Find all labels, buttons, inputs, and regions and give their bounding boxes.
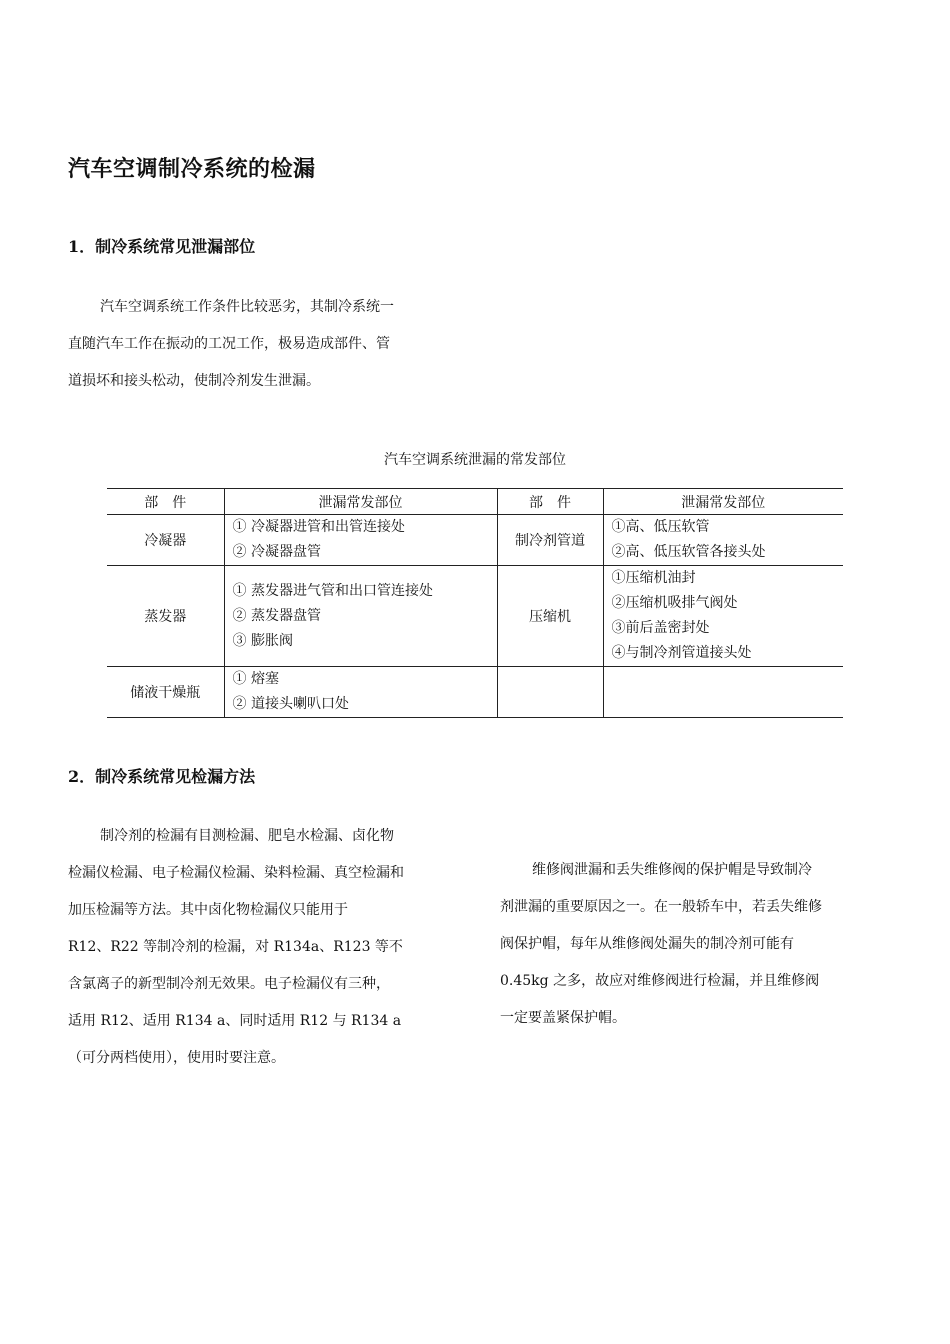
paragraph-line: 直随汽车工作在振动的工况工作，极易造成部件、管 — [68, 336, 390, 352]
leak-spot: ② 冷凝器盘管 — [232, 544, 321, 560]
part-cell: 蒸发器 — [107, 566, 224, 667]
column-header-leak-spots: 泄漏常发部位 — [603, 489, 843, 515]
paragraph-line: 阀保护帽，每年从维修阀处漏失的制冷剂可能有 — [500, 936, 794, 952]
column-header-part: 部 件 — [497, 489, 603, 515]
leak-spot: ① 冷凝器进管和出管连接处 — [232, 519, 405, 535]
leak-spot: ③前后盖密封处 — [611, 620, 710, 636]
paragraph-line: 含氯离子的新型制冷剂无效果。电子检漏仪有三种， — [68, 976, 390, 992]
part-cell: 储液干燥瓶 — [107, 667, 224, 718]
section-1-heading: 1．制冷系统常见泄漏部位 — [68, 237, 256, 256]
paragraph-line: 制冷剂的检漏有目测检漏、肥皂水检漏、卤化物 — [100, 828, 394, 844]
table-caption: 汽车空调系统泄漏的常发部位 — [384, 452, 566, 468]
table-row — [107, 566, 843, 667]
table-header-row — [107, 489, 843, 515]
table-row — [107, 667, 843, 718]
column-header-part: 部 件 — [107, 489, 224, 515]
section-1-paragraph — [68, 289, 458, 400]
part-cell: 制冷剂管道 — [497, 515, 603, 566]
leak-spots-cell — [603, 566, 843, 667]
paragraph-line: 适用 R12、适用 R134 a、同时适用 R12 与 R134 a — [68, 1013, 402, 1029]
paragraph-line: 剂泄漏的重要原因之一。在一般轿车中，若丢失维修 — [500, 899, 822, 915]
leak-locations-table — [107, 488, 843, 718]
leak-spot: ②高、低压软管各接头处 — [611, 544, 766, 560]
paragraph-line: 汽车空调系统工作条件比较恶劣，其制冷系统一 — [100, 299, 394, 315]
part-cell: 冷凝器 — [107, 515, 224, 566]
section-2-heading: 2．制冷系统常见检漏方法 — [68, 767, 256, 786]
part-cell: 压缩机 — [497, 566, 603, 667]
part-cell — [497, 667, 603, 718]
leak-spot: ①高、低压软管 — [611, 519, 710, 535]
paragraph-line: 道损坏和接头松动，使制冷剂发生泄漏。 — [68, 373, 320, 389]
document-title: 汽车空调制冷系统的检漏 — [68, 157, 316, 182]
leak-spot: ④与制冷剂管道接头处 — [611, 645, 752, 661]
paragraph-line: 检漏仪检漏、电子检漏仪检漏、染料检漏、真空检漏和 — [68, 865, 404, 881]
paragraph-line: 0.45kg 之多，故应对维修阀进行检漏，并且维修阀 — [500, 973, 820, 989]
column-header-leak-spots: 泄漏常发部位 — [224, 489, 497, 515]
paragraph-line: 维修阀泄漏和丢失维修阀的保护帽是导致制冷 — [532, 862, 812, 878]
paragraph-line: R12、R22 等制冷剂的检漏，对 R134a、R123 等不 — [68, 939, 403, 955]
leak-spots-cell — [224, 515, 497, 566]
leak-spots-cell — [603, 515, 843, 566]
paragraph-line: 一定要盖紧保护帽。 — [500, 1010, 626, 1026]
leak-spots-cell — [224, 566, 497, 667]
section-2-right-paragraph — [500, 852, 892, 1037]
leak-spot: ②压缩机吸排气阀处 — [611, 595, 738, 611]
paragraph-line: （可分两档使用），使用时要注意。 — [68, 1050, 285, 1066]
leak-spot: ① 熔塞 — [232, 671, 279, 687]
leak-spot: ③ 膨胀阀 — [232, 632, 293, 649]
leak-spot: ② 蒸发器盘管 — [232, 607, 321, 624]
section-2-left-paragraph — [68, 818, 458, 1077]
leak-spot: ① 蒸发器进气管和出口管连接处 — [232, 582, 433, 599]
leak-spots-cell — [603, 667, 843, 718]
leak-spots-cell — [224, 667, 497, 718]
table-row — [107, 515, 843, 566]
paragraph-line: 加压检漏等方法。其中卤化物检漏仪只能用于 — [68, 902, 348, 918]
leak-spot: ①压缩机油封 — [611, 570, 696, 586]
leak-spot: ② 道接头喇叭口处 — [232, 696, 349, 712]
